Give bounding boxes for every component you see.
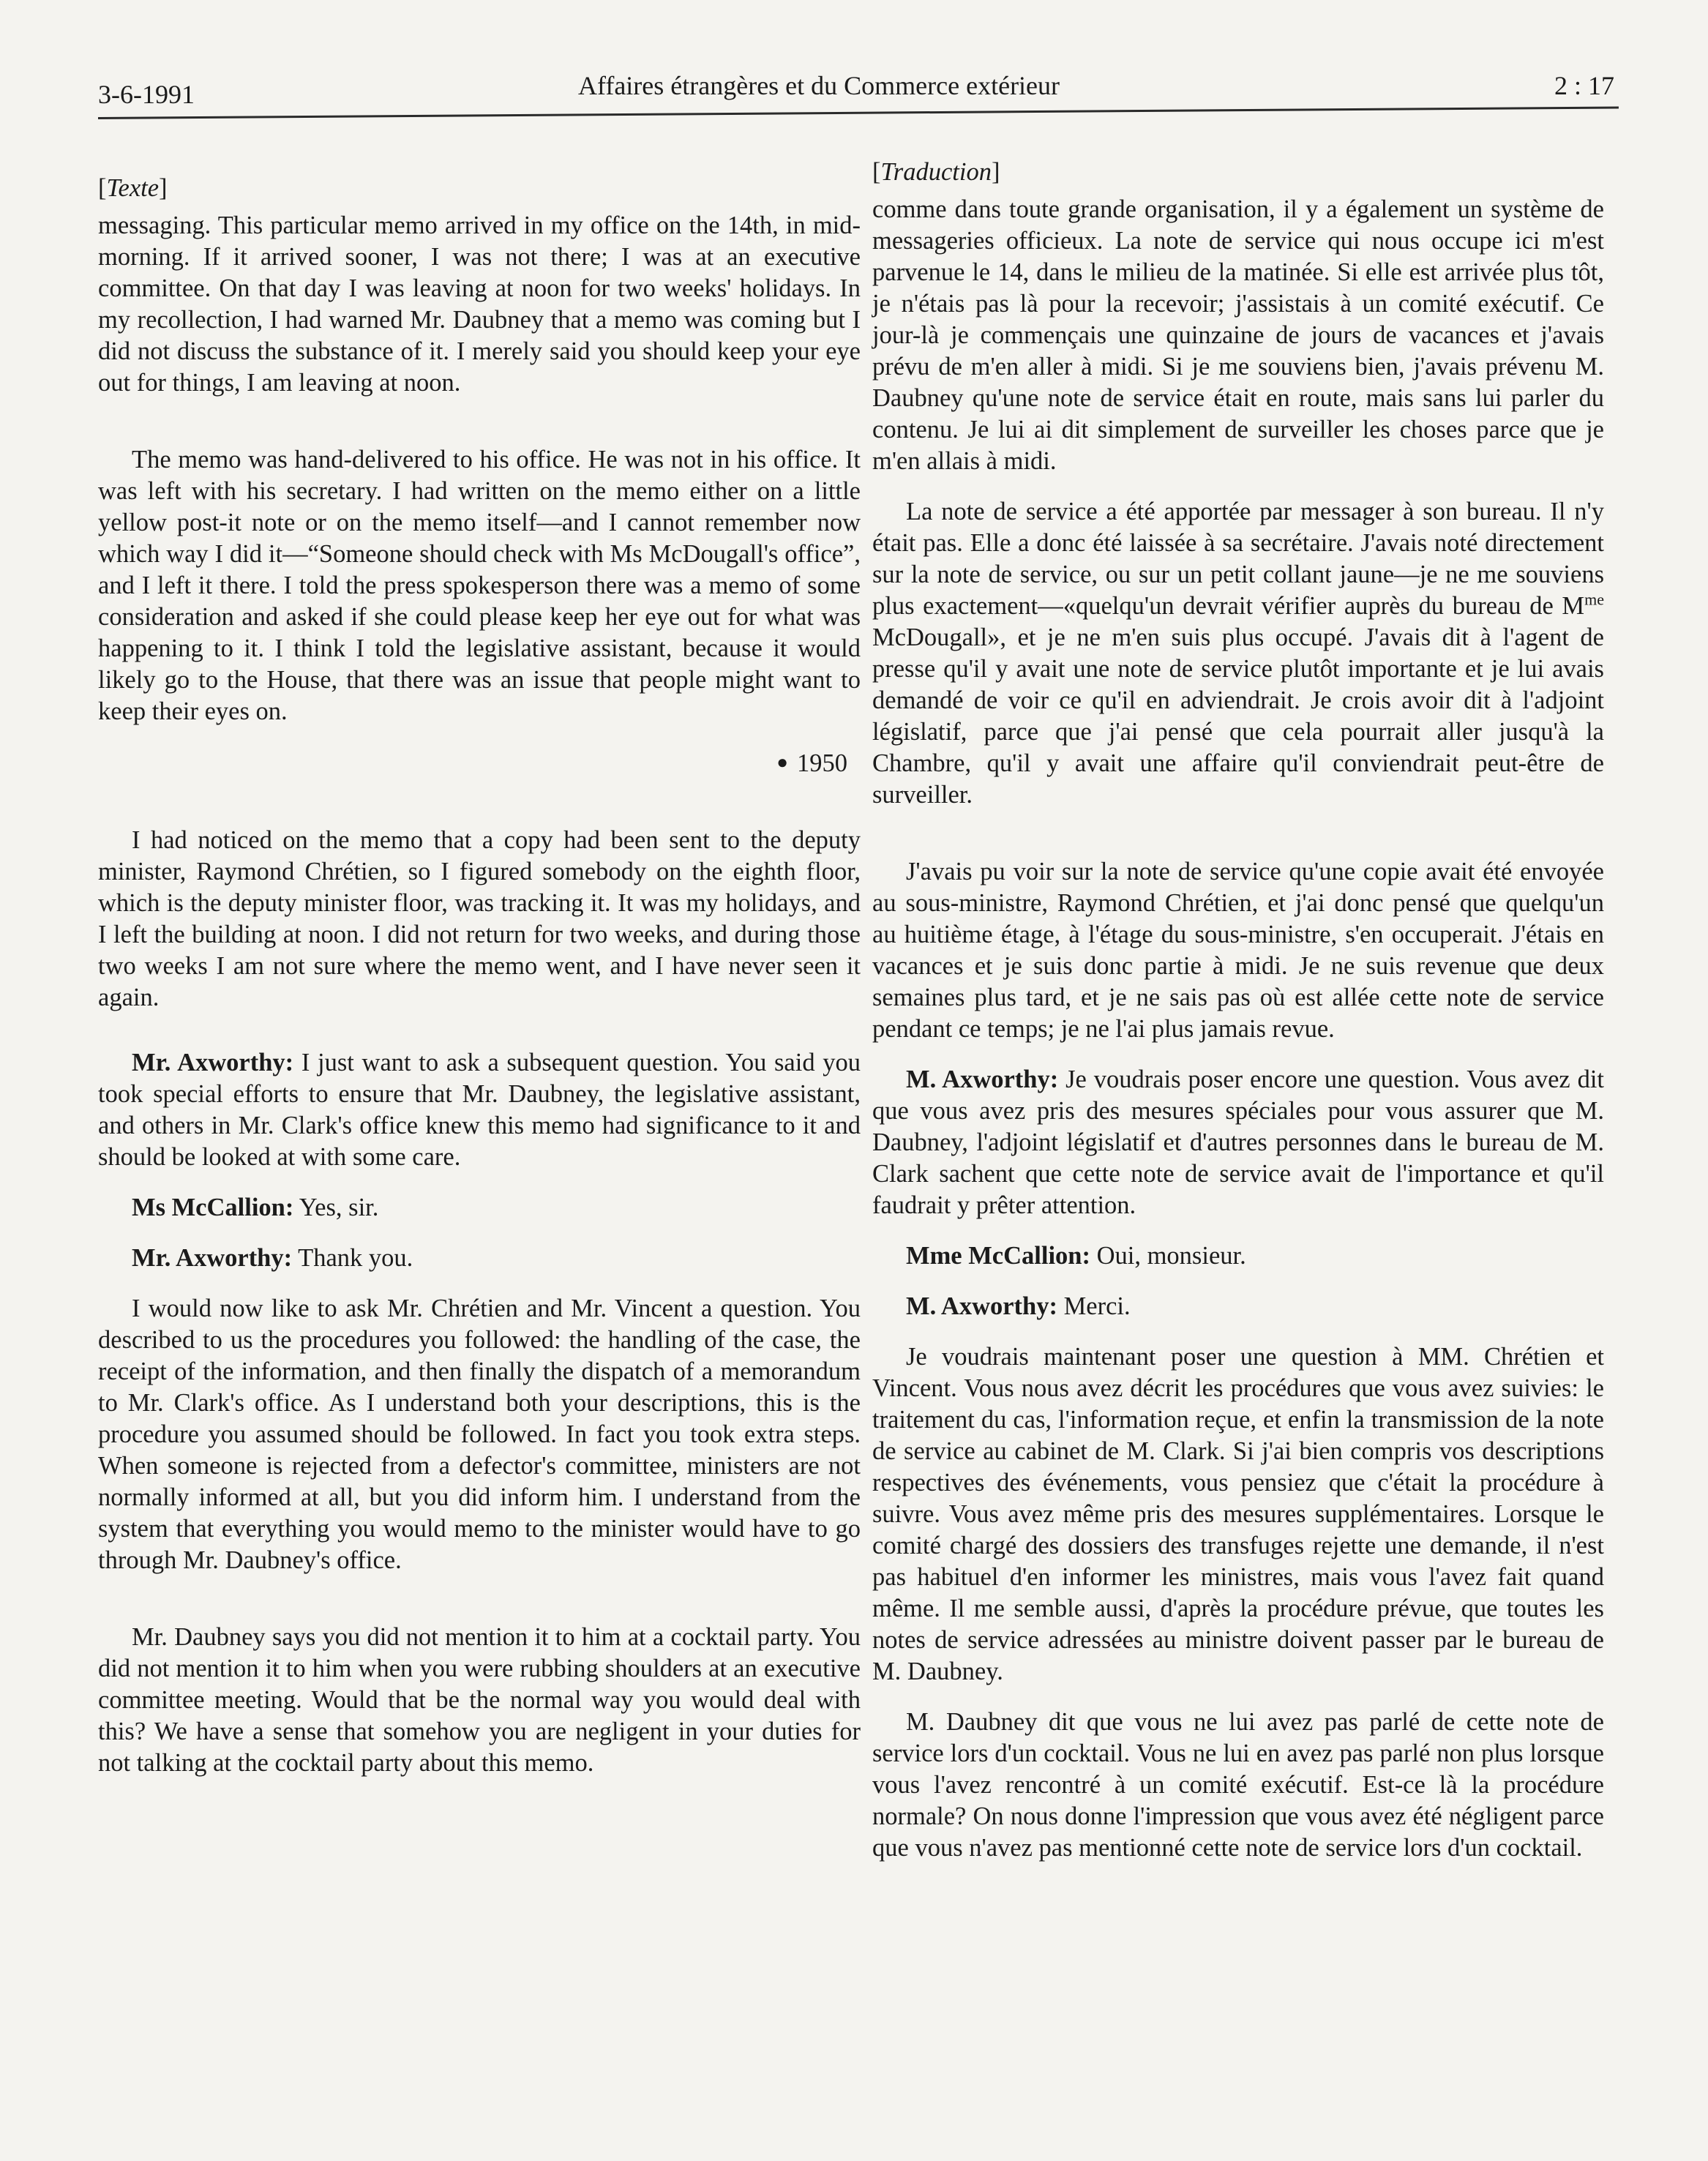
column-language-label: [ Texte ]	[98, 173, 861, 204]
bullet-icon: ●	[776, 752, 788, 773]
header-title: Affaires étrangères et du Commerce extérieur	[578, 71, 1060, 100]
paragraph: I would now like to ask Mr. Chrétien and Mr. Vincent a question. You described to us the procedures you followed: the handling of the case, the receipt of the information, and then finally the dispatch of a memorandum to Mr. Clark's office. As I understand both your descriptions, this is the procedure you assumed should be followed. In fact you took extra steps. When someone is rejected from a defector's committee, ministers are not normally informed at all, but you did inform him. I understand from the system that everything you would memo to the minister would have to go through Mr. Daubney's office.	[98, 1295, 861, 1574]
paragraph: messaging. This particular memo arrived in my office on the 14th, in mid-morning. If it arrived sooner, I was not there; I was at an executive committee. On that day I was leaving at noon for two weeks' holidays. In my recollection, I had warned Mr. Daubney that a memo was coming but I did not discuss the substance of it. I merely said you should keep your eye out for things, I am leaving at noon.	[98, 211, 861, 397]
timestamp-value: 1950	[797, 749, 847, 777]
paragraph: M. Daubney dit que vous ne lui avez pas parlé de cette note de service lors d'un cocktail. Vous ne lui en avez pas parlé non plus lorsque vous l'avez rencontré à un comité exécutif. Est-ce là la procédure normale? On nous donne l'impression que vous avez été négligent parce que vous n'avez pas mentionné cette note de service lors d'un cocktail.	[872, 1708, 1604, 1862]
french-column	[872, 157, 1604, 1864]
paragraph: J'avais pu voir sur la note de service qu'une copie avait été envoyée au sous-ministre, Raymond Chrétien, et j'ai donc pensé que quelqu'un au huitième étage, à l'étage du sous-ministre, s'en occuperait. J'étais en vacances et je suis donc partie à midi. Je ne suis revenue que deux semaines plus tard, et je ne sais pas où est allée cette note de service pendant ce temps; je ne l'ai plus jamais revue.	[872, 858, 1604, 1043]
paragraph: The memo was hand-delivered to his office. He was not in his office. It was left with his secretary. I had written on the memo either on a little yellow post-it note or on the memo itself—and I cannot remember now which way I did it—“Someone should check with Ms McDougall's office”, and I left it there. I told the press spokesperson there was a memo of some consideration and asked if she could please keep her eye out for what was happening to it. I think I told the legislative assistant, because it would likely go to the House, that there was an issue that people might want to keep their eyes on.	[98, 446, 861, 725]
speaker-name: Ms McCallion:	[132, 1194, 294, 1221]
speaker-turn	[98, 1243, 861, 1274]
speaker-turn	[98, 1192, 861, 1224]
speaker-text: I just want to ask a subsequent question. You said you took special efforts to ensure that Mr. Daubney, the legislative assistant, and others in Mr. Clark's office knew this memo had significance to it and should be looked at with some care.	[98, 1049, 861, 1171]
speaker-turn	[872, 1064, 1604, 1221]
speaker-turn	[872, 1291, 1604, 1322]
paragraph: Mr. Daubney says you did not mention it to him at a cocktail party. You did not mention it to him when you were rubbing shoulders at an executive committee meeting. Would that be the normal way you would deal with this? We have a sense that somehow you are negligent in your duties for not talking at the cocktail party about this memo.	[98, 1623, 861, 1777]
speaker-text: Oui, monsieur.	[1090, 1242, 1246, 1270]
timestamp	[98, 746, 861, 779]
speaker-text: Merci.	[1057, 1292, 1131, 1320]
speaker-turn	[872, 1240, 1604, 1272]
speaker-text: Thank you.	[292, 1244, 413, 1272]
paragraph: La note de service a été apportée par messager à son bureau. Il n'y était pas. Elle a donc été laissée à sa secrétaire. J'avais noté directement sur la note de service, ou sur un petit collant jaune—je ne me souviens plus exactement—«quelqu'un devrait vérifier auprès du bureau de $M^{me}$ McDougall», et je ne m'en suis plus occupé. J'avais dit à l'agent de presse qu'il y avait une note de service plutôt importante et je lui avais demandé de voir ce qu'il en adviendrait. Je crois avoir dit à l'adjoint législatif, parce que j'ai pensé que cela pourrait aller jusqu'à la Chambre, qu'il y avait une affaire qu'il conviendrait peut-être de surveiller.	[872, 498, 1604, 809]
speaker-name: M. Axworthy:	[906, 1065, 1059, 1093]
column-language-label: [ Traduction ]	[872, 157, 1604, 188]
speaker-turn	[98, 1047, 861, 1173]
speaker-name: Mme McCallion:	[906, 1242, 1090, 1270]
speaker-name: Mr. Axworthy:	[132, 1049, 294, 1076]
speaker-text: Yes, sir.	[293, 1194, 379, 1221]
speaker-text: Je voudrais poser encore une question. Vous avez dit que vous avez pris des mesures spéciales pour vous assurer que M. Daubney, l'adjoint législatif et d'autres personnes dans le bureau de M. Clark sachent que cette note de service avait de l'importance et qu'il faudrait y prêter attention.	[872, 1065, 1604, 1219]
paragraph: comme dans toute grande organisation, il y a également un système de messageries officieux. La note de service qui nous occupe ici m'est parvenue le 14, dans le milieu de la matinée. Si elle est arrivée plus tôt, je n'étais pas là pour la recevoir; j'assistais à un comité exécutif. Ce jour-là je commençais une quinzaine de jours de vacances et j'avais prévu de m'en aller à midi. Si je me souviens bien, j'avais prévenu M. Daubney qu'une note de service était en route, mais sans lui parler du contenu. Je lui ai dit simplement de surveiller les choses parce que je m'en allais à midi.	[872, 195, 1604, 475]
paragraph: Je voudrais maintenant poser une question à MM. Chrétien et Vincent. Vous nous avez décrit les procédures que vous avez suivies: le traitement du cas, l'information reçue, et enfin la transmission de la note de service au cabinet de M. Clark. Si j'ai bien compris vos descriptions respectives des événements, vous pensiez que c'était la procédure à suivre. Vous avez même pris des mesures supplémentaires. Lorsque le comité chargé des dossiers des transfuges rejette une demande, il n'est pas habituel d'en informer les ministres, mais vous l'avez fait quand même. Il me semble aussi, d'après la procédure prévue, que toutes les notes de service adressées au ministre doivent passer par le bureau de M. Daubney.	[872, 1343, 1604, 1685]
header-rule	[98, 106, 1619, 119]
english-column	[98, 173, 861, 1779]
paragraph: I had noticed on the memo that a copy had been sent to the deputy minister, Raymond Chrétien, so I figured somebody on the eighth floor, which is the deputy minister floor, was tracking it. It was my holidays, and I left the building at noon. I did not return for two weeks, and during those two weeks I am not sure where the memo went, and I have never seen it again.	[98, 826, 861, 1011]
speaker-name: M. Axworthy:	[906, 1292, 1057, 1320]
speaker-name: Mr. Axworthy:	[132, 1244, 293, 1272]
header-page-number: 2 : 17	[1554, 71, 1615, 100]
header-date: 3-6-1991	[98, 80, 195, 109]
